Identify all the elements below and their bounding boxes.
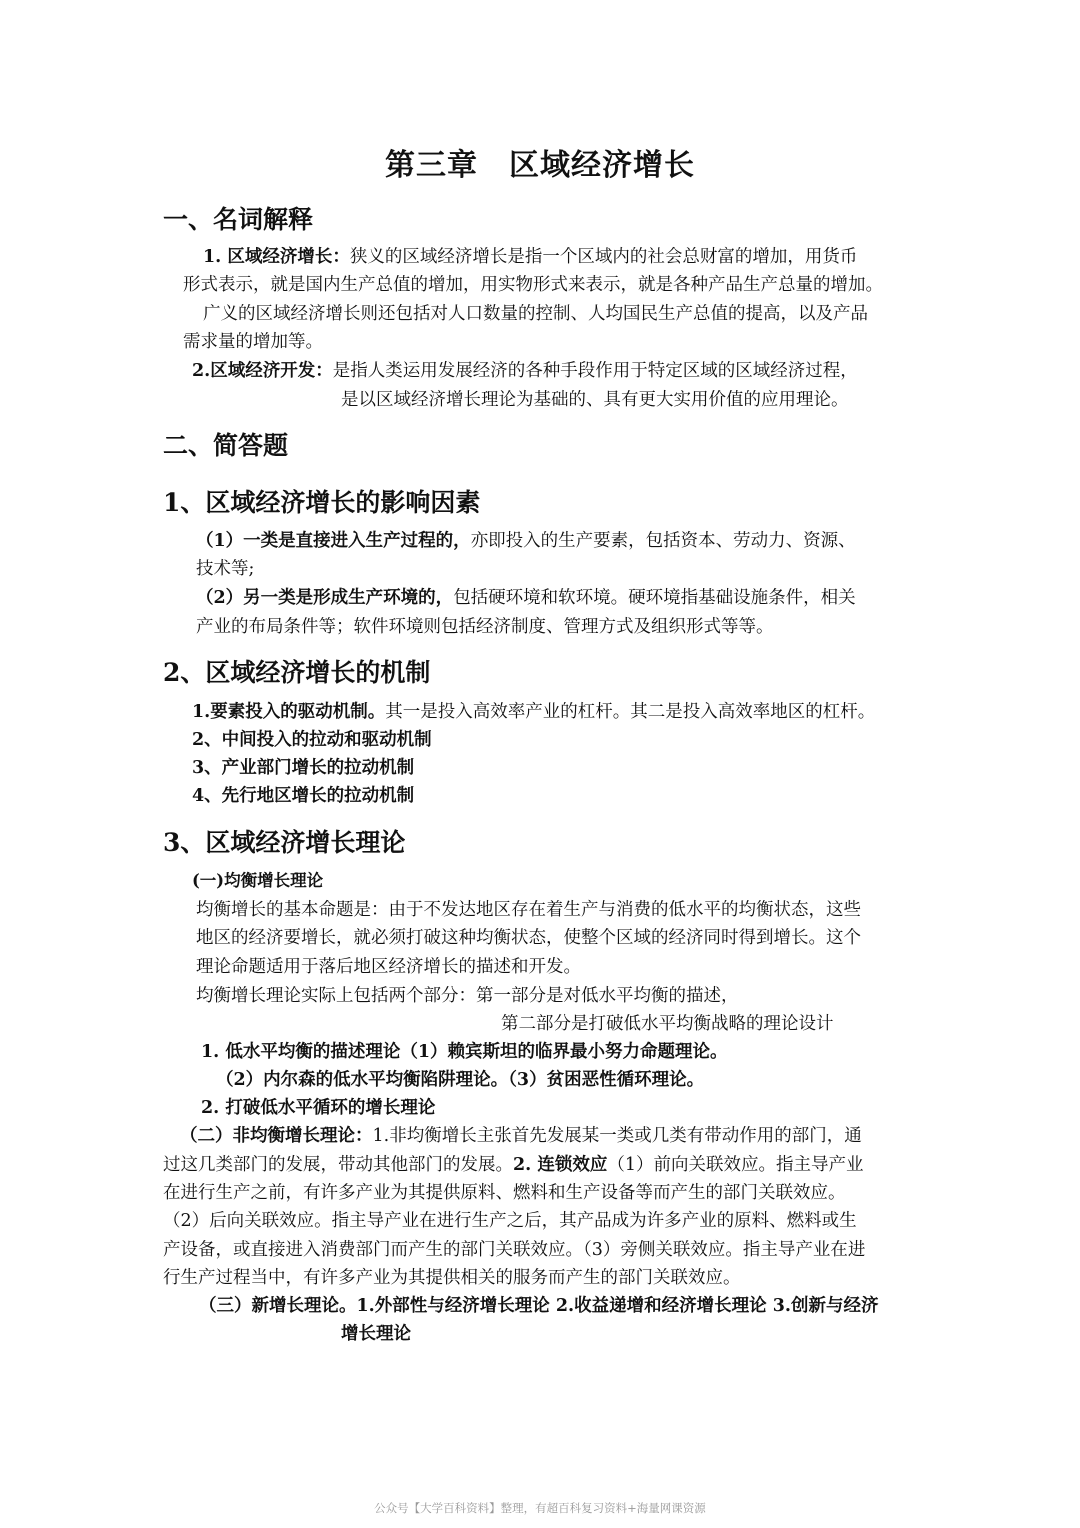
- unbalanced-line-4: （2）后向关联效应。指主导产业在进行生产之后，其产品成为许多产业的原料、燃料或生: [163, 1211, 857, 1231]
- factor-2-line-1: [196, 584, 856, 612]
- definition-term: 2.区域经济开发：: [192, 361, 333, 381]
- unbalanced-line-1: [180, 1122, 862, 1150]
- definition-term: 1. 区域经济增长：: [203, 247, 350, 267]
- unbalanced-text: 1.非均衡增长主张首先发展某一类或几类有带动作用的部门，通: [372, 1126, 862, 1146]
- definition-text: 是指人类运用发展经济的各种手段作用于特定区域的区域经济过程，: [332, 361, 858, 381]
- low-level-theory-2: （2）内尔森的低水平均衡陷阱理论。（3）贫困恶性循环理论。: [216, 1070, 705, 1090]
- chapter-title: 第三章 区域经济增长: [385, 148, 695, 183]
- mechanism-1-lead: 1.要素投入的驱动机制。: [192, 702, 386, 722]
- factor-2-lead: （2）另一类是形成生产环境的，: [196, 588, 454, 608]
- definition-1-line-2: 形式表示，就是国内生产总值的增加，用实物形式来表示，就是各种产品生产总量的增加。: [183, 275, 883, 295]
- mechanism-3: 3、产业部门增长的拉动机制: [192, 758, 415, 778]
- unbalanced-line-2: [163, 1151, 864, 1179]
- unbalanced-text-a: 过这几类部门的发展，带动其他部门的发展。: [163, 1155, 513, 1175]
- balanced-parts-line-2: 第二部分是打破低水平均衡战略的理论设计: [501, 1014, 834, 1034]
- footer-watermark: 公众号【大学百科资料】整理，有超百科复习资料+海量网课资源: [374, 1501, 706, 1515]
- unbalanced-text-c: （1）前向关联效应。指主导产业: [607, 1155, 864, 1175]
- definition-1-line-1: [203, 243, 857, 271]
- mechanism-2: 2、中间投入的拉动和驱动机制: [192, 730, 432, 750]
- balanced-parts-line-1: 均衡增长理论实际上包括两个部分：第一部分是对低水平均衡的描述，: [196, 986, 739, 1006]
- balanced-line-1: 均衡增长的基本命题是：由于不发达地区存在着生产与消费的低水平的均衡状态，这些: [196, 900, 861, 920]
- new-growth-theory-line-2: 增长理论: [341, 1324, 411, 1344]
- definition-1-line-4: 需求量的增加等。: [183, 332, 323, 352]
- balanced-line-2: 地区的经济要增长，就必须打破这种均衡状态，使整个区域的经济同时得到增长。这个: [196, 928, 861, 948]
- factor-1-line-1: [196, 527, 856, 555]
- factor-2-text: 包括硬环境和软环境。硬环境指基础设施条件，相关: [453, 588, 856, 608]
- linkage-effect-lead: 2. 连锁效应: [513, 1155, 608, 1175]
- subsection-balanced-growth: (一)均衡增长理论: [192, 871, 324, 890]
- low-level-theory-1: 1. 低水平均衡的描述理论（1）赖宾斯坦的临界最小努力命题理论。: [201, 1042, 728, 1062]
- definition-1-line-3: 广义的区域经济增长则还包括对人口数量的控制、人均国民生产总值的提高，以及产品: [203, 304, 868, 324]
- new-growth-theory-line-1: （三）新增长理论。1.外部性与经济增长理论 2.收益递增和经济增长理论 3.创新与经济: [199, 1296, 879, 1316]
- unbalanced-line-3: 在进行生产之前，有许多产业为其提供原料、燃料和生产设备等而产生的部门关联效应。: [163, 1183, 846, 1203]
- breaking-cycle-theory: 2. 打破低水平循环的增长理论: [201, 1098, 436, 1118]
- definition-text: 狭义的区域经济增长是指一个区域内的社会总财富的增加，用货币: [349, 247, 858, 267]
- question-3-heading: 3、区域经济增长理论: [163, 828, 406, 857]
- mechanism-4: 4、先行地区增长的拉动机制: [192, 786, 415, 806]
- mechanism-1-text: 其一是投入高效率产业的杠杆。其二是投入高效率地区的杠杆。: [385, 702, 876, 722]
- factor-1-line-2: 技术等;: [196, 559, 255, 579]
- mechanism-1: [192, 698, 875, 726]
- definition-2-line-1: [192, 357, 858, 385]
- definition-2-line-2: 是以区域经济增长理论为基础的、具有更大实用价值的应用理论。: [341, 390, 849, 410]
- section-heading-short-answer: 二、简答题: [163, 431, 289, 460]
- unbalanced-line-6: 行生产过程当中，有许多产业为其提供相关的服务而产生的部门关联效应。: [163, 1268, 741, 1288]
- unbalanced-lead: （二）非均衡增长理论：: [180, 1126, 373, 1146]
- factor-1-text: 亦即投入的生产要素，包括资本、劳动力、资源、: [470, 531, 856, 551]
- section-heading-glossary: 一、名词解释: [163, 205, 314, 234]
- factor-1-lead: （1）一类是直接进入生产过程的，: [196, 531, 471, 551]
- question-1-heading: 1、区域经济增长的影响因素: [163, 488, 481, 517]
- unbalanced-line-5: 产设备，或直接进入消费部门而产生的部门关联效应。（3）旁侧关联效应。指主导产业在进: [163, 1240, 866, 1260]
- factor-2-line-2: 产业的布局条件等；软件环境则包括经济制度、管理方式及组织形式等等。: [196, 617, 774, 637]
- question-2-heading: 2、区域经济增长的机制: [163, 658, 431, 687]
- balanced-line-3: 理论命题适用于落后地区经济增长的描述和开发。: [196, 957, 581, 977]
